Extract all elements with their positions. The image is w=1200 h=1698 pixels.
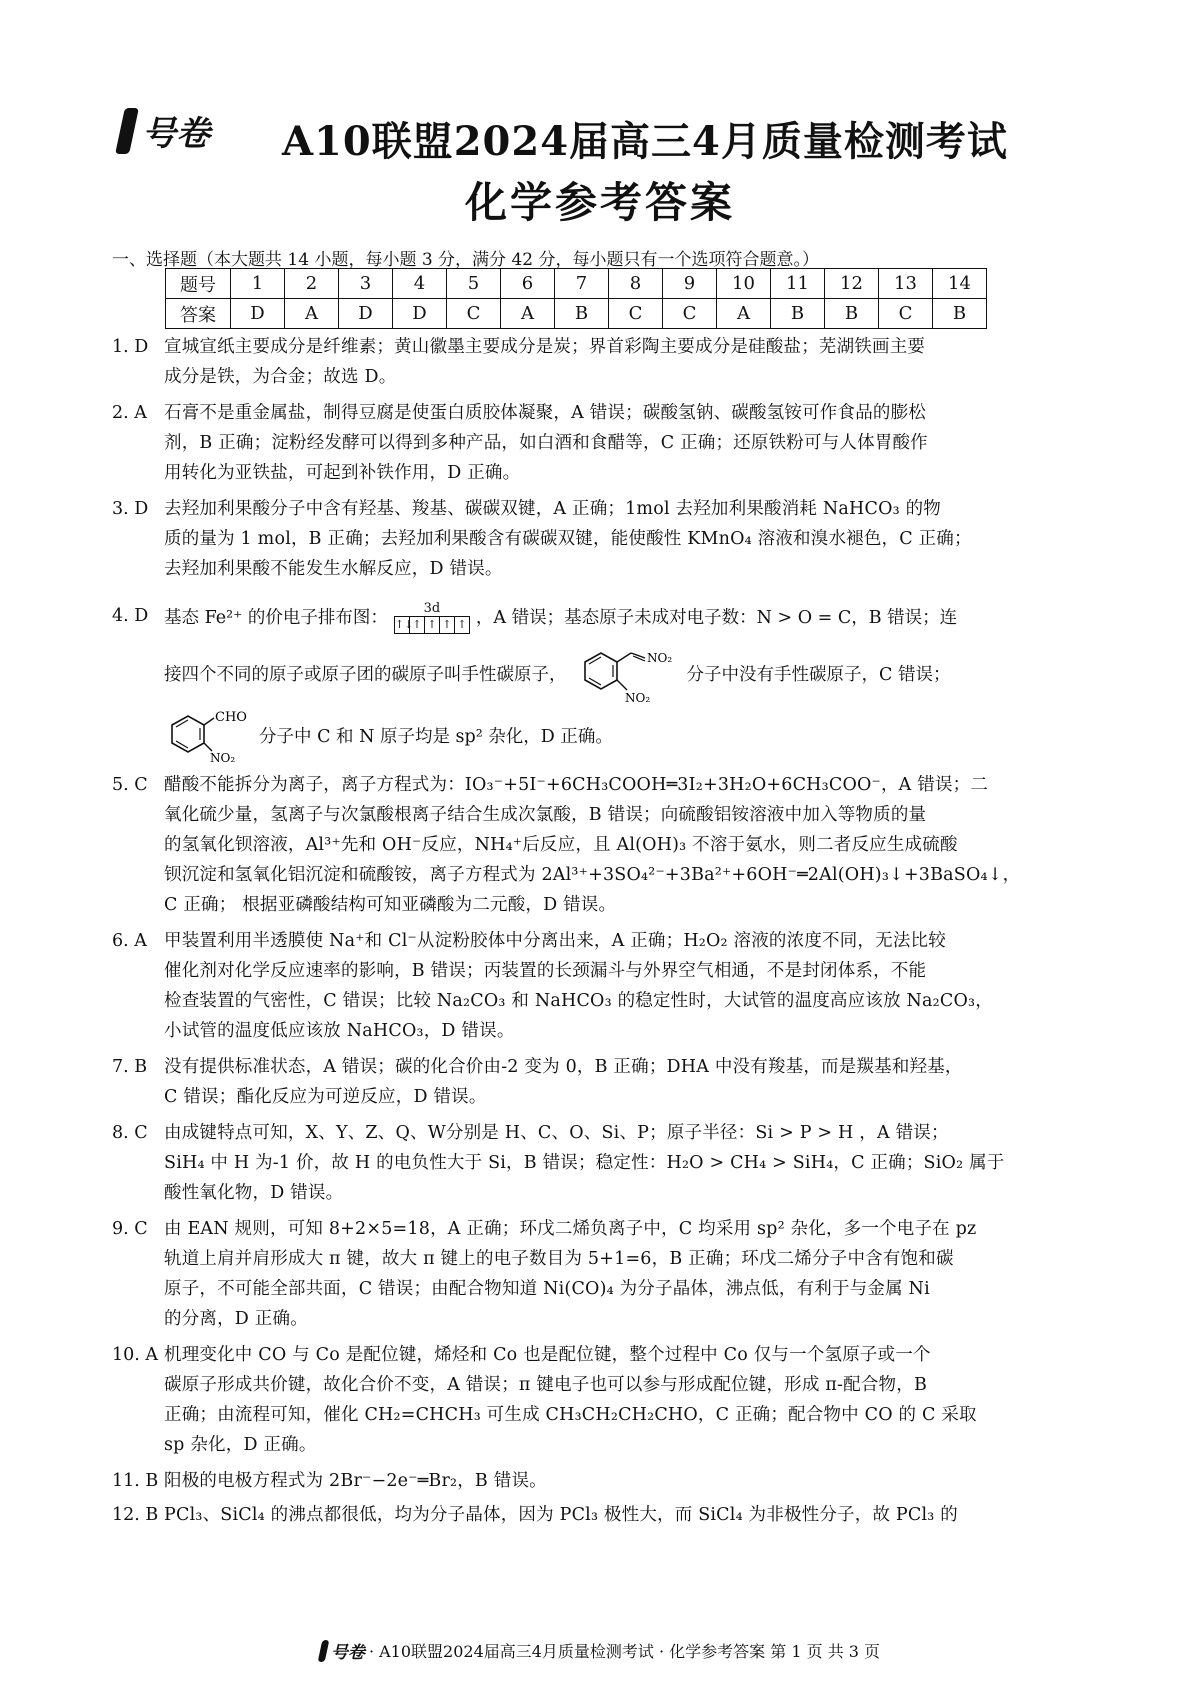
answer-cell: C <box>447 299 501 329</box>
explanation-line: 碳原子形成共价键，故化合价不变，A 错误；π 键电子也可以参与形成配位键，形成 π-配合物，B <box>164 1375 927 1395</box>
explanation-line: 催化剂对化学反应速率的影响，B 错误；丙装置的长颈漏斗与外界空气相通，不是封闭体系，不能 <box>164 961 927 981</box>
explanation-line: 剂，B 正确；淀粉经发酵可以得到多种产品，如白酒和食醋等，C 正确；还原铁粉可与人体胃酸作 <box>164 433 928 453</box>
question-7 <box>112 1052 1096 1112</box>
explanation-line: 氧化硫少量，氢离子与次氯酸根离子结合生成次氯酸，B 错误；向硫酸铝铵溶液中加入等物质的量 <box>164 805 927 825</box>
question-number-cell: 12 <box>825 269 879 299</box>
answer-table-answer-row <box>166 299 987 329</box>
explanation-line: PCl₃、SiCl₄ 的沸点都很低，均为分子晶体，因为 PCl₃ 极性大，而 SiCl₄ 为非极性分子，故 PCl₃ 的 <box>164 1505 958 1525</box>
nitrostyrene-structure <box>567 644 687 706</box>
answer-cell: B <box>825 299 879 329</box>
orbital-box: ↑ <box>457 618 467 631</box>
question-number-cell: 2 <box>285 269 339 299</box>
answer-cell: C <box>609 299 663 329</box>
answer-cell: A <box>501 299 555 329</box>
explanation-line <box>164 642 1096 708</box>
explanation-line: C 错误；酯化反应为可逆反应，D 错误。 <box>164 1087 487 1107</box>
answer-cell: B <box>555 299 609 329</box>
answer-cell: B <box>771 299 825 329</box>
explanation-line: 酸性氧化物，D 错误。 <box>164 1183 344 1203</box>
question-number-cell: 7 <box>555 269 609 299</box>
explanation-line <box>164 594 1096 642</box>
question-number-cell: 3 <box>339 269 393 299</box>
explanation-line: 由成键特点可知，X、Y、Z、Q、W分别是 H、C、O、Si、P；原子半径：Si > P > H ，A 错误； <box>164 1123 949 1143</box>
explanation-text: 接四个不同的原子或原子团的碳原子叫手性碳原子， <box>164 665 567 685</box>
question-5 <box>112 770 1096 920</box>
answer-table-number-row <box>166 269 987 299</box>
row-label: 答案 <box>166 299 231 329</box>
orbital-box: ↑ <box>410 617 425 633</box>
brand-logo <box>120 106 210 155</box>
answer-cell: D <box>231 299 285 329</box>
answer-cell: A <box>717 299 771 329</box>
question-number-cell: 10 <box>717 269 771 299</box>
question-number-cell: 1 <box>231 269 285 299</box>
explanation-line: 阳极的电极方程式为 2Br⁻−2e⁻═Br₂，B 错误。 <box>164 1471 547 1491</box>
question-number: 5. C <box>112 775 148 795</box>
explanation-line: 的分离，D 正确。 <box>164 1309 308 1329</box>
explanation-line: 甲装置利用半透膜使 Na⁺和 Cl⁻从淀粉胶体中分离出来，A 正确；H₂O₂ 溶液的浓度不同，无法比较 <box>164 931 946 951</box>
explanation-line: sp 杂化，D 正确。 <box>164 1435 317 1455</box>
question-number: 7. B <box>112 1057 148 1077</box>
question-number: 2. A <box>112 403 147 423</box>
question-number-cell: 13 <box>879 269 933 299</box>
explanation-line: 没有提供标准状态，A 错误；碳的化合价由-2 变为 0，B 正确；DHA 中没有羧基，而是羰基和羟基， <box>164 1057 963 1077</box>
question-3 <box>112 494 1096 584</box>
explanation-text: 分子中没有手性碳原子，C 错误； <box>686 665 951 685</box>
question-9 <box>112 1214 1096 1334</box>
section-heading: 一、选择题（本大题共 14 小题，每小题 3 分，满分 42 分，每小题只有一个选项符合题意。） <box>112 250 820 270</box>
question-4 <box>112 594 1096 766</box>
question-10 <box>112 1340 1096 1460</box>
logo-mark-icon <box>318 1640 330 1662</box>
question-number-cell: 5 <box>447 269 501 299</box>
explanation-line: 用转化为亚铁盐，可起到补铁作用，D 正确。 <box>164 463 521 483</box>
question-number: 12. B <box>112 1505 159 1525</box>
explanation-line: 醋酸不能拆分为离子，离子方程式为：IO₃⁻+5I⁻+6CH₃COOH═3I₂+3H₂O+6CH₃COO⁻，A 错误；二 <box>164 775 989 795</box>
footer-logo <box>320 1638 365 1663</box>
explanation-line: 的氢氧化钡溶液，Al³⁺先和 OH⁻反应，NH₄⁺后反应，且 Al(OH)₃ 不溶于氨水，则二者反应生成硫酸 <box>164 835 958 855</box>
orbital-diagram <box>394 602 470 634</box>
explanation-line: 轨道上肩并肩形成大 π 键，故大 π 键上的电子数目为 5+1=6，B 正确；环戊二烯分子中含有饱和碳 <box>164 1249 954 1269</box>
question-number: 10. A <box>112 1345 159 1365</box>
explanation-line: SiH₄ 中 H 为-1 价，故 H 的电负性大于 Si，B 错误；稳定性：H₂O > CH₄ > SiH₄，C 正确；SiO₂ 属于 <box>164 1153 1005 1173</box>
orbital-label: 3d <box>423 601 441 616</box>
question-number-cell: 6 <box>501 269 555 299</box>
nitrobenzaldehyde-structure <box>164 709 259 765</box>
question-6 <box>112 926 1096 1046</box>
question-number-cell: 4 <box>393 269 447 299</box>
question-number: 9. C <box>112 1219 148 1239</box>
question-number: 1. D <box>112 337 149 357</box>
logo-text: 号卷 <box>142 114 210 154</box>
question-number: 6. A <box>112 931 147 951</box>
question-1 <box>112 332 1096 392</box>
explanation-line: 检查装置的气密性，C 错误；比较 Na₂CO₃ 和 NaHCO₃ 的稳定性时，大试管的温度高应该放 Na₂CO₃， <box>164 991 993 1011</box>
explanation-text: 分子中 C 和 N 原子均是 sp² 杂化，D 正确。 <box>259 727 613 747</box>
question-number-cell: 11 <box>771 269 825 299</box>
question-number: 3. D <box>112 499 149 519</box>
explanation-line: C 正确； 根据亚磷酸结构可知亚磷酸为二元酸，D 错误。 <box>164 895 617 915</box>
question-8 <box>112 1118 1096 1208</box>
question-number: 8. C <box>112 1123 148 1143</box>
question-number: 4. D <box>112 606 149 626</box>
explanation-text: 基态 Fe²⁺ 的价电子排布图： <box>164 608 388 628</box>
nitro-group-label: NO₂ <box>210 751 236 765</box>
explanation-line: 由 EAN 规则，可知 8+2×5=18，A 正确；环戊二烯负离子中，C 均采用 sp² 杂化，多一个电子在 pz <box>164 1219 977 1239</box>
orbital-box: ↑↓ <box>394 618 414 631</box>
logo-mark-icon <box>115 108 139 154</box>
question-2 <box>112 398 1096 488</box>
question-12 <box>112 1500 1096 1530</box>
question-number-cell: 9 <box>663 269 717 299</box>
explanation-line <box>164 708 1096 766</box>
nitro-group-label: NO₂ <box>624 691 650 705</box>
explanation-line: 去羟加利果酸不能发生水解反应，D 错误。 <box>164 559 503 579</box>
answer-cell: B <box>933 299 987 329</box>
explanation-text: ，A 错误；基态原子未成对电子数：N > O = C，B 错误；连 <box>475 608 958 628</box>
answer-cell: C <box>663 299 717 329</box>
question-11 <box>112 1466 1096 1496</box>
question-number-cell: 14 <box>933 269 987 299</box>
footer-text: · A10联盟2024届高三4月质量检测考试 · 化学参考答案 第 1 页 共 3 页 <box>368 1642 881 1661</box>
answer-table <box>165 268 987 329</box>
explanation-line: 机理变化中 CO 与 Co 是配位键，烯烃和 Co 也是配位键，整个过程中 Co 仅与一个氢原子或一个 <box>164 1345 931 1365</box>
explanation-line: 石膏不是重金属盐，制得豆腐是使蛋白质胶体凝聚，A 错误；碳酸氢钠、碳酸氢铵可作食品的膨松 <box>164 403 926 423</box>
logo-text: 号卷 <box>330 1643 365 1663</box>
explanations <box>112 332 1096 1530</box>
answer-cell: D <box>393 299 447 329</box>
question-number: 11. B <box>112 1471 159 1491</box>
explanation-line: 质的量为 1 mol，B 正确；去羟加利果酸含有碳碳双键，能使酸性 KMnO₄ 溶液和溴水褪色，C 正确； <box>164 529 972 549</box>
answer-cell: C <box>879 299 933 329</box>
answer-cell: D <box>339 299 393 329</box>
row-label: 题号 <box>166 269 231 299</box>
orbital-boxes <box>394 616 470 634</box>
explanation-line: 小试管的温度低应该放 NaHCO₃，D 错误。 <box>164 1021 515 1041</box>
explanation-line: 成分是铁，为合金；故选 D。 <box>164 367 397 387</box>
page-footer <box>0 1638 1200 1663</box>
aldehyde-group-label: CHO <box>215 710 247 725</box>
explanation-line: 去羟加利果酸分子中含有羟基、羧基、碳碳双键，A 正确；1mol 去羟加利果酸消耗 NaHCO₃ 的物 <box>164 499 942 519</box>
orbital-box: ↑ <box>425 617 440 633</box>
explanation-line: 宣城宣纸主要成分是纤维素；黄山徽墨主要成分是炭；界首彩陶主要成分是硅酸盐；芜湖铁画主要 <box>164 337 926 357</box>
exam-title: A10联盟2024届高三4月质量检测考试 <box>282 118 1008 165</box>
explanation-line: 正确；由流程可知，催化 CH₂=CHCH₃ 可生成 CH₃CH₂CH₂CHO，C 正确；配合物中 CO 的 C 采取 <box>164 1405 977 1425</box>
orbital-box: ↑ <box>440 617 455 633</box>
question-number-cell: 8 <box>609 269 663 299</box>
nitro-group-label: NO₂ <box>646 651 672 665</box>
explanation-line: 原子，不可能全部共面，C 错误；由配合物知道 Ni(CO)₄ 为分子晶体，沸点低，有利于与金属 Ni <box>164 1279 930 1299</box>
explanation-line: 钡沉淀和氢氧化铝沉淀和硫酸铵，离子方程式为 2Al³⁺+3SO₄²⁻+3Ba²⁺+6OH⁻═2Al(OH)₃↓+3BaSO₄↓， <box>164 865 1021 885</box>
page-title: 化学参考答案 <box>464 178 735 227</box>
answer-cell: A <box>285 299 339 329</box>
